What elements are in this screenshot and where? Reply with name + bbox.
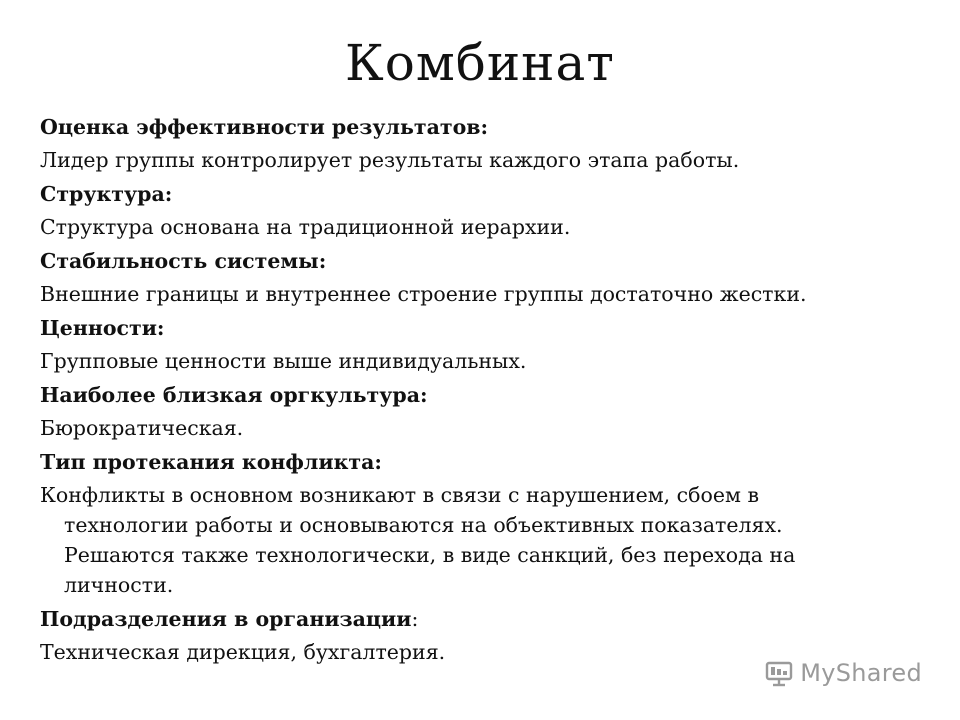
section-text-structure: Структура основана на традиционной иерархии. <box>40 215 571 239</box>
section-text-stability: Внешние границы и внутреннее строение группы достаточно жестки. <box>40 282 807 306</box>
myshared-watermark <box>764 658 922 688</box>
slide-title: Комбинат <box>345 34 615 92</box>
section-heading-departments-label: Подразделения в организации <box>40 607 412 631</box>
section-heading-values: Ценности: <box>40 316 165 340</box>
watermark-text: MyShared <box>800 659 922 687</box>
section-heading-stability: Стабильность системы: <box>40 249 327 273</box>
section-heading-orgculture: Наиболее близкая оргкультура: <box>40 383 428 407</box>
section-text-departments: Техническая дирекция, бухгалтерия. <box>40 640 446 664</box>
section-heading-conflict: Тип протекания конфликта: <box>40 450 382 474</box>
section-heading-evaluation: Оценка эффективности результатов: <box>40 115 489 139</box>
section-heading-structure: Структура: <box>40 182 173 206</box>
section-text-orgculture: Бюрократическая. <box>40 416 244 440</box>
section-heading-departments-colon: : <box>411 607 419 631</box>
presentation-board-icon <box>764 658 794 688</box>
section-text-values: Групповые ценности выше индивидуальных. <box>40 349 527 373</box>
slide-content <box>40 108 920 670</box>
section-text-evaluation: Лидер группы контролирует результаты каждого этапа работы. <box>40 148 740 172</box>
section-heading-departments <box>40 604 920 634</box>
section-text-conflict: Конфликты в основном возникают в связи с нарушением, сбоем в технологии работы и основываются на объективных показателях. Решаются также технологически, в виде санкций, без перехода на личности. <box>40 483 796 597</box>
